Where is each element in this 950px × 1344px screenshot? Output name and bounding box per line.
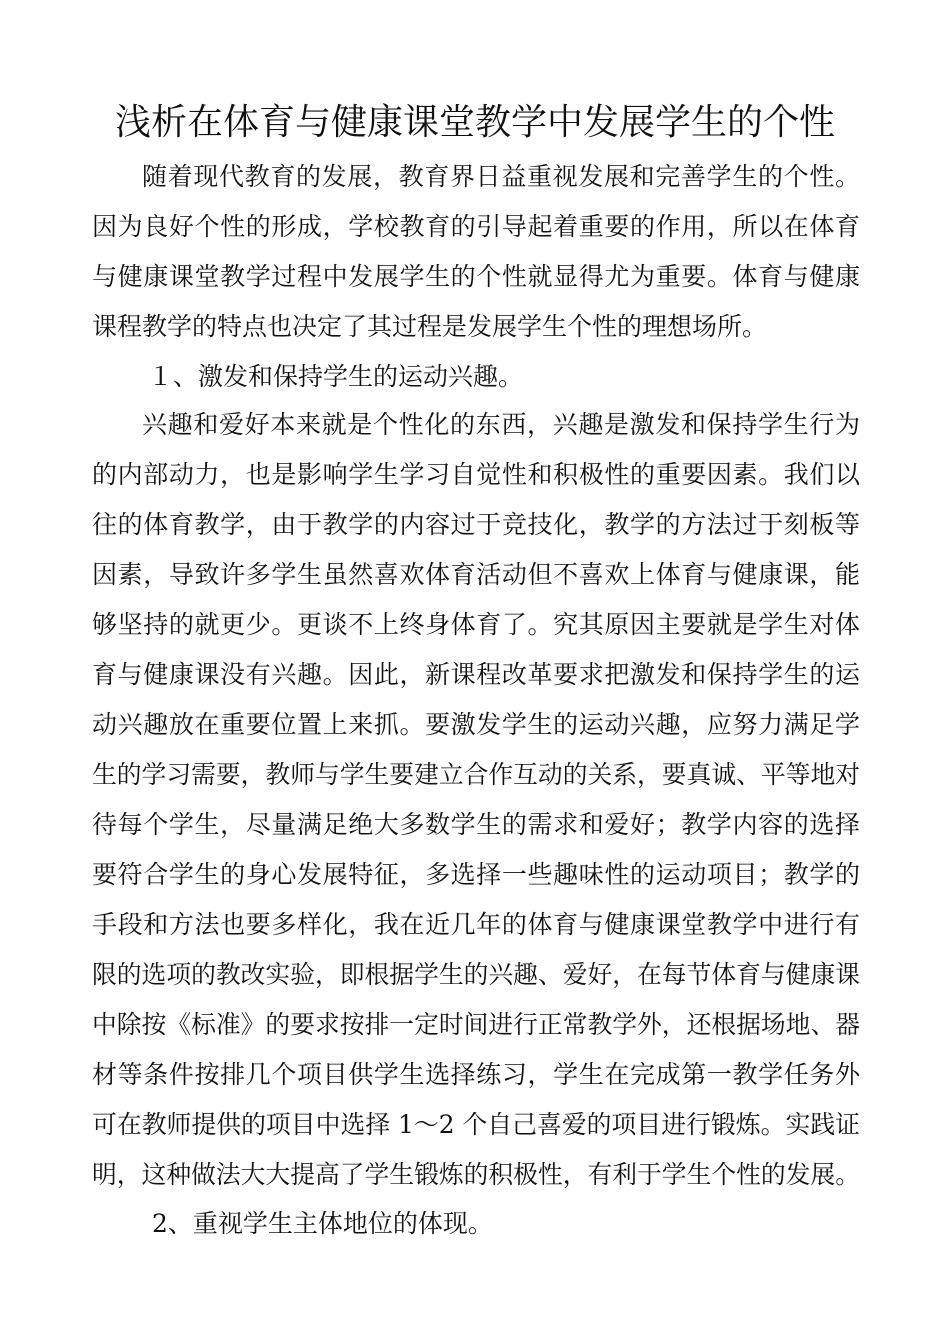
paragraph-line: 手段和方法也要多样化，我在近几年的体育与健康课堂教学中进行有 <box>92 910 860 939</box>
paragraph-line: 要符合学生的身心发展特征，多选择一些趣味性的运动项目；教学的 <box>92 860 860 889</box>
paragraph-line: 材等条件按排几个项目供学生选择练习，学生在完成第一教学任务外 <box>92 1060 860 1089</box>
paragraph-line: 可在教师提供的项目中选择 1～2 个自己喜爱的项目进行锻炼。实践证 <box>92 1110 860 1139</box>
paragraph-line: 因素，导致许多学生虽然喜欢体育活动但不喜欢上体育与健康课，能 <box>92 560 860 589</box>
paragraph-line: 够坚持的就更少。更谈不上终身体育了。究其原因主要就是学生对体 <box>92 610 860 639</box>
paragraph-line: 往的体育教学，由于教学的内容过于竞技化，教学的方法过于刻板等 <box>92 510 860 539</box>
paragraph-line: 育与健康课没有兴趣。因此，新课程改革要求把激发和保持学生的运 <box>92 660 860 689</box>
paragraph-line: 明，这种做法大大提高了学生锻炼的积极性，有利于学生个性的发展。 <box>92 1160 860 1189</box>
intro-line: 与健康课堂教学过程中发展学生的个性就显得尤为重要。体育与健康 <box>92 262 860 291</box>
document-title: 浅析在体育与健康课堂教学中发展学生的个性 <box>114 102 835 143</box>
intro-line: 随着现代教育的发展，教育界日益重视发展和完善学生的个性。 <box>142 162 860 191</box>
intro-line: 因为良好个性的形成，学校教育的引导起着重要的作用，所以在体育 <box>92 212 860 241</box>
section-heading-1: １、激发和保持学生的运动兴趣。 <box>148 362 524 391</box>
paragraph-line: 待每个学生，尽量满足绝大多数学生的需求和爱好；教学内容的选择 <box>92 810 860 839</box>
section-heading-2: 2、重视学生主体地位的体现。 <box>152 1209 493 1238</box>
paragraph-line: 限的选项的教改实验，即根据学生的兴趣、爱好，在每节体育与健康课 <box>92 960 860 989</box>
paragraph-line: 的内部动力，也是影响学生学习自觉性和积极性的重要因素。我们以 <box>92 460 860 489</box>
paragraph-line: 中除按《标准》的要求按排一定时间进行正常教学外，还根据场地、器 <box>92 1010 860 1039</box>
paragraph-line: 兴趣和爱好本来就是个性化的东西，兴趣是激发和保持学生行为 <box>142 410 860 439</box>
intro-line: 课程教学的特点也决定了其过程是发展学生个性的理想场所。 <box>92 312 768 341</box>
paragraph-line: 生的学习需要，教师与学生要建立合作互动的关系，要真诚、平等地对 <box>92 760 860 789</box>
paragraph-line: 动兴趣放在重要位置上来抓。要激发学生的运动兴趣，应努力满足学 <box>92 710 860 739</box>
